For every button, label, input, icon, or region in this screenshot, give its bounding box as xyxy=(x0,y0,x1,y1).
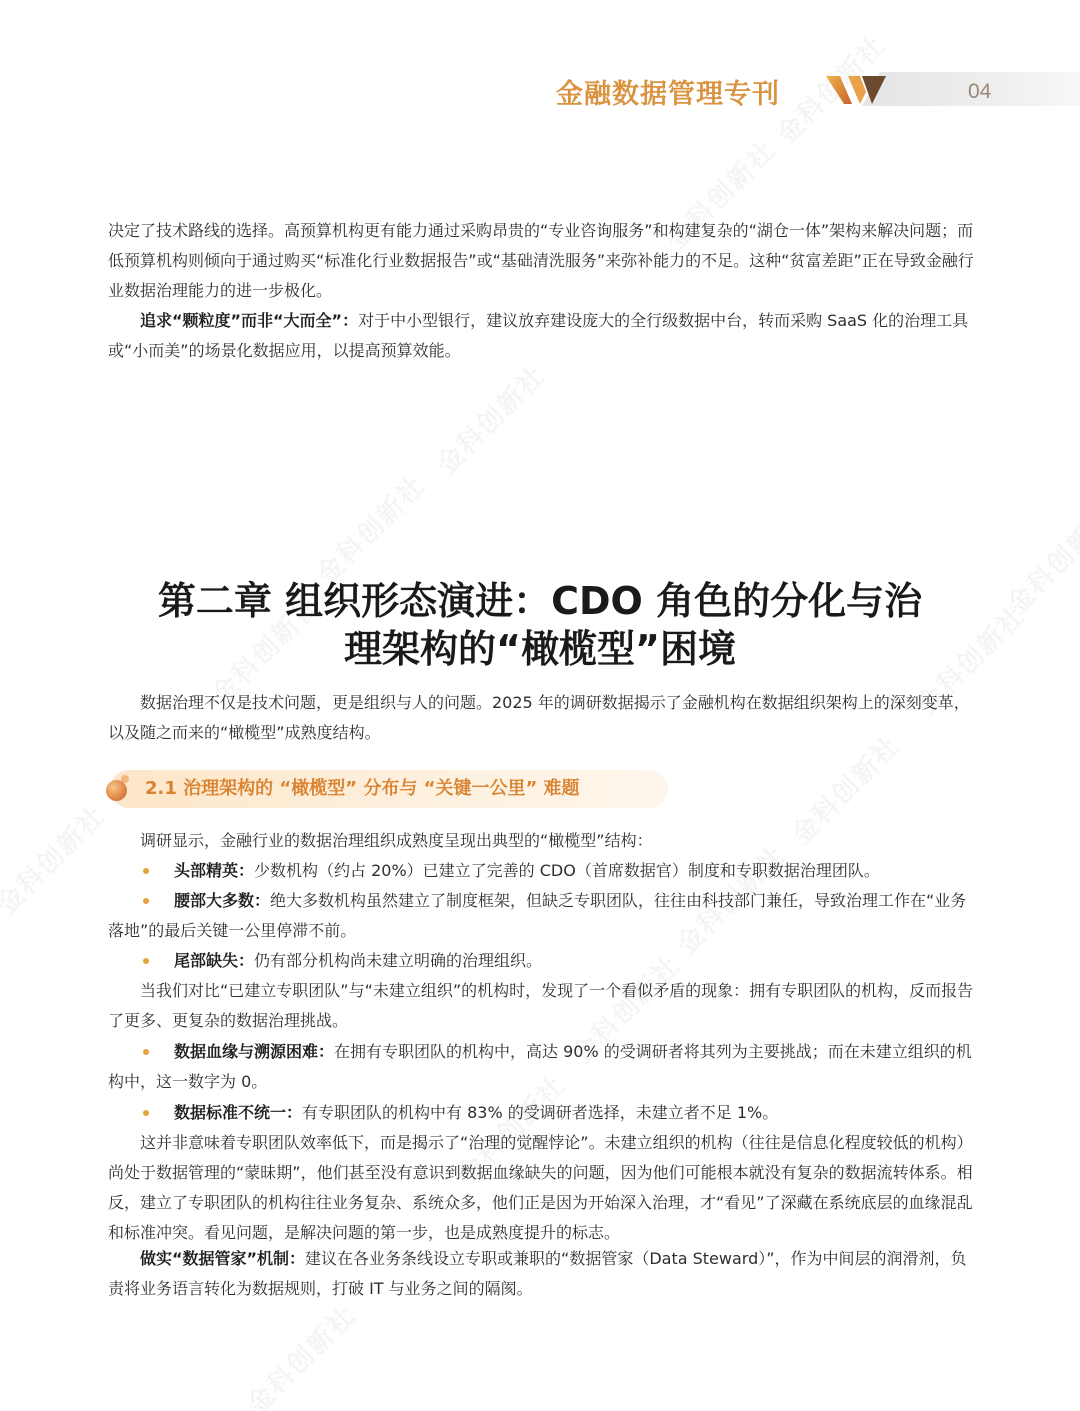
bullet-item-lead: 数据标准不统一： xyxy=(174,1103,303,1122)
bullet-item-lead: 尾部缺失： xyxy=(174,951,255,970)
bullet-item-text: 少数机构（约占 20%）已建立了完善的 CDO（首席数据官）制度和专职数据治理团队。 xyxy=(254,861,880,880)
bullet-item-text: 有专职团队的机构中有 83% 的受调研者选择，未建立者不足 1%。 xyxy=(302,1103,779,1122)
bullet-item xyxy=(108,946,974,976)
chapter-title-line-2: 理架构的“橄榄型”困境 xyxy=(344,627,736,671)
section-paragraph-4 xyxy=(108,1244,974,1304)
bullet-item-text: 在拥有专职团队的机构中，高达 90% 的受调研者将其列为主要挑战；而在未建立组织的机构中，这一数字为 0。 xyxy=(108,1042,972,1091)
bullet-item xyxy=(108,1037,974,1097)
bullet-item xyxy=(108,1098,974,1128)
intro-paragraph-2 xyxy=(108,306,974,366)
watermark-text xyxy=(307,466,432,591)
section-paragraph-4-text: 建议在各业务条线设立专职或兼职的“数据管家（Data Steward）”，作为中间层的润滑剂，负责将业务语言转化为数据规则，打破 IT 与业务之间的隔阂。 xyxy=(108,1249,967,1298)
bullet-item-text: 仍有部分机构尚未建立明确的治理组织。 xyxy=(254,951,543,970)
watermark-text xyxy=(0,796,113,921)
bullet-item-lead: 腰部大多数： xyxy=(174,891,271,910)
section-paragraph-2: 当我们对比“已建立专职团队”与“未建立组织”的机构时，发现了一个看似矛盾的现象：拥有专职团队的机构，反而报告了更多、更复杂的数据治理挑战。 xyxy=(108,981,974,1030)
intro-paragraph-2-lead: 追求“颗粒度”而非“大而全”： xyxy=(140,311,359,330)
intro-paragraph-2-text: 对于中小型银行，建议放弃建设庞大的全行级数据中台，转而采购 SaaS 化的治理工具或“小而美”的场景化数据应用，以提高预算效能。 xyxy=(108,311,969,360)
journal-logo-icon xyxy=(826,74,888,106)
chapter-intro: 数据治理不仅是技术问题，更是组织与人的问题。2025 年的调研数据揭示了金融机构在数据组织架构上的深刻变革，以及随之而来的“橄榄型”成熟度结构。 xyxy=(108,693,970,742)
section-title: 2.1 治理架构的 “橄榄型” 分布与 “关键一公里” 难题 xyxy=(145,778,580,799)
section-bullet-small-icon xyxy=(121,775,129,783)
page-number: 04 xyxy=(968,80,992,103)
intro-paragraph-1: 决定了技术路线的选择。高预算机构更有能力通过采购昂贵的“专业咨询服务”和构建复杂的“湖仓一体”架构来解决问题；而低预算机构则倾向于通过购买“标准化行业数据报告”或“基础清洗服务”来弥补能力的不足。这种“贫富差距”正在导致金融行业数据治理能力的进一步极化。 xyxy=(108,221,974,300)
journal-title: 金融数据管理专刊 xyxy=(556,79,780,110)
section-bullet-icon xyxy=(106,780,127,801)
bullet-item-lead: 数据血缘与溯源困难： xyxy=(174,1042,335,1061)
bullet-item-text: 绝大多数机构虽然建立了制度框架，但缺乏专职团队，往往由科技部门兼任，导致治理工作在“业务落地”的最后关键一公里停滞不前。 xyxy=(108,891,967,940)
watermark-text xyxy=(427,356,552,481)
section-paragraph-3: 这并非意味着专职团队效率低下，而是揭示了“治理的觉醒悖论”。未建立组织的机构（往往是信息化程度较低的机构）尚处于数据管理的“蒙昧期”，他们甚至没有意识到数据血缘缺失的问题，因为他们可能根本就没有复杂的数据流转体系。相反，建立了专职团队的机构往往业务复杂、系统众多，他们正是因为开始深入治理，才“看见”了深藏在系统底层的血缘混乱和标准冲突。看见问题，是解决问题的第一步，也是成熟度提升的标志。 xyxy=(108,1133,973,1242)
bullet-item-lead: 头部精英： xyxy=(174,861,255,880)
section-paragraph-1: 调研显示，金融行业的数据治理组织成熟度呈现出典型的“橄榄型”结构： xyxy=(140,831,653,850)
section-paragraph-4-lead: 做实“数据管家”机制： xyxy=(140,1249,306,1268)
chapter-title-line-1: 第二章 组织形态演进：CDO 角色的分化与治 xyxy=(157,579,923,623)
bullet-item xyxy=(108,886,974,946)
watermark-text xyxy=(237,1296,362,1411)
bullet-item xyxy=(108,856,974,886)
